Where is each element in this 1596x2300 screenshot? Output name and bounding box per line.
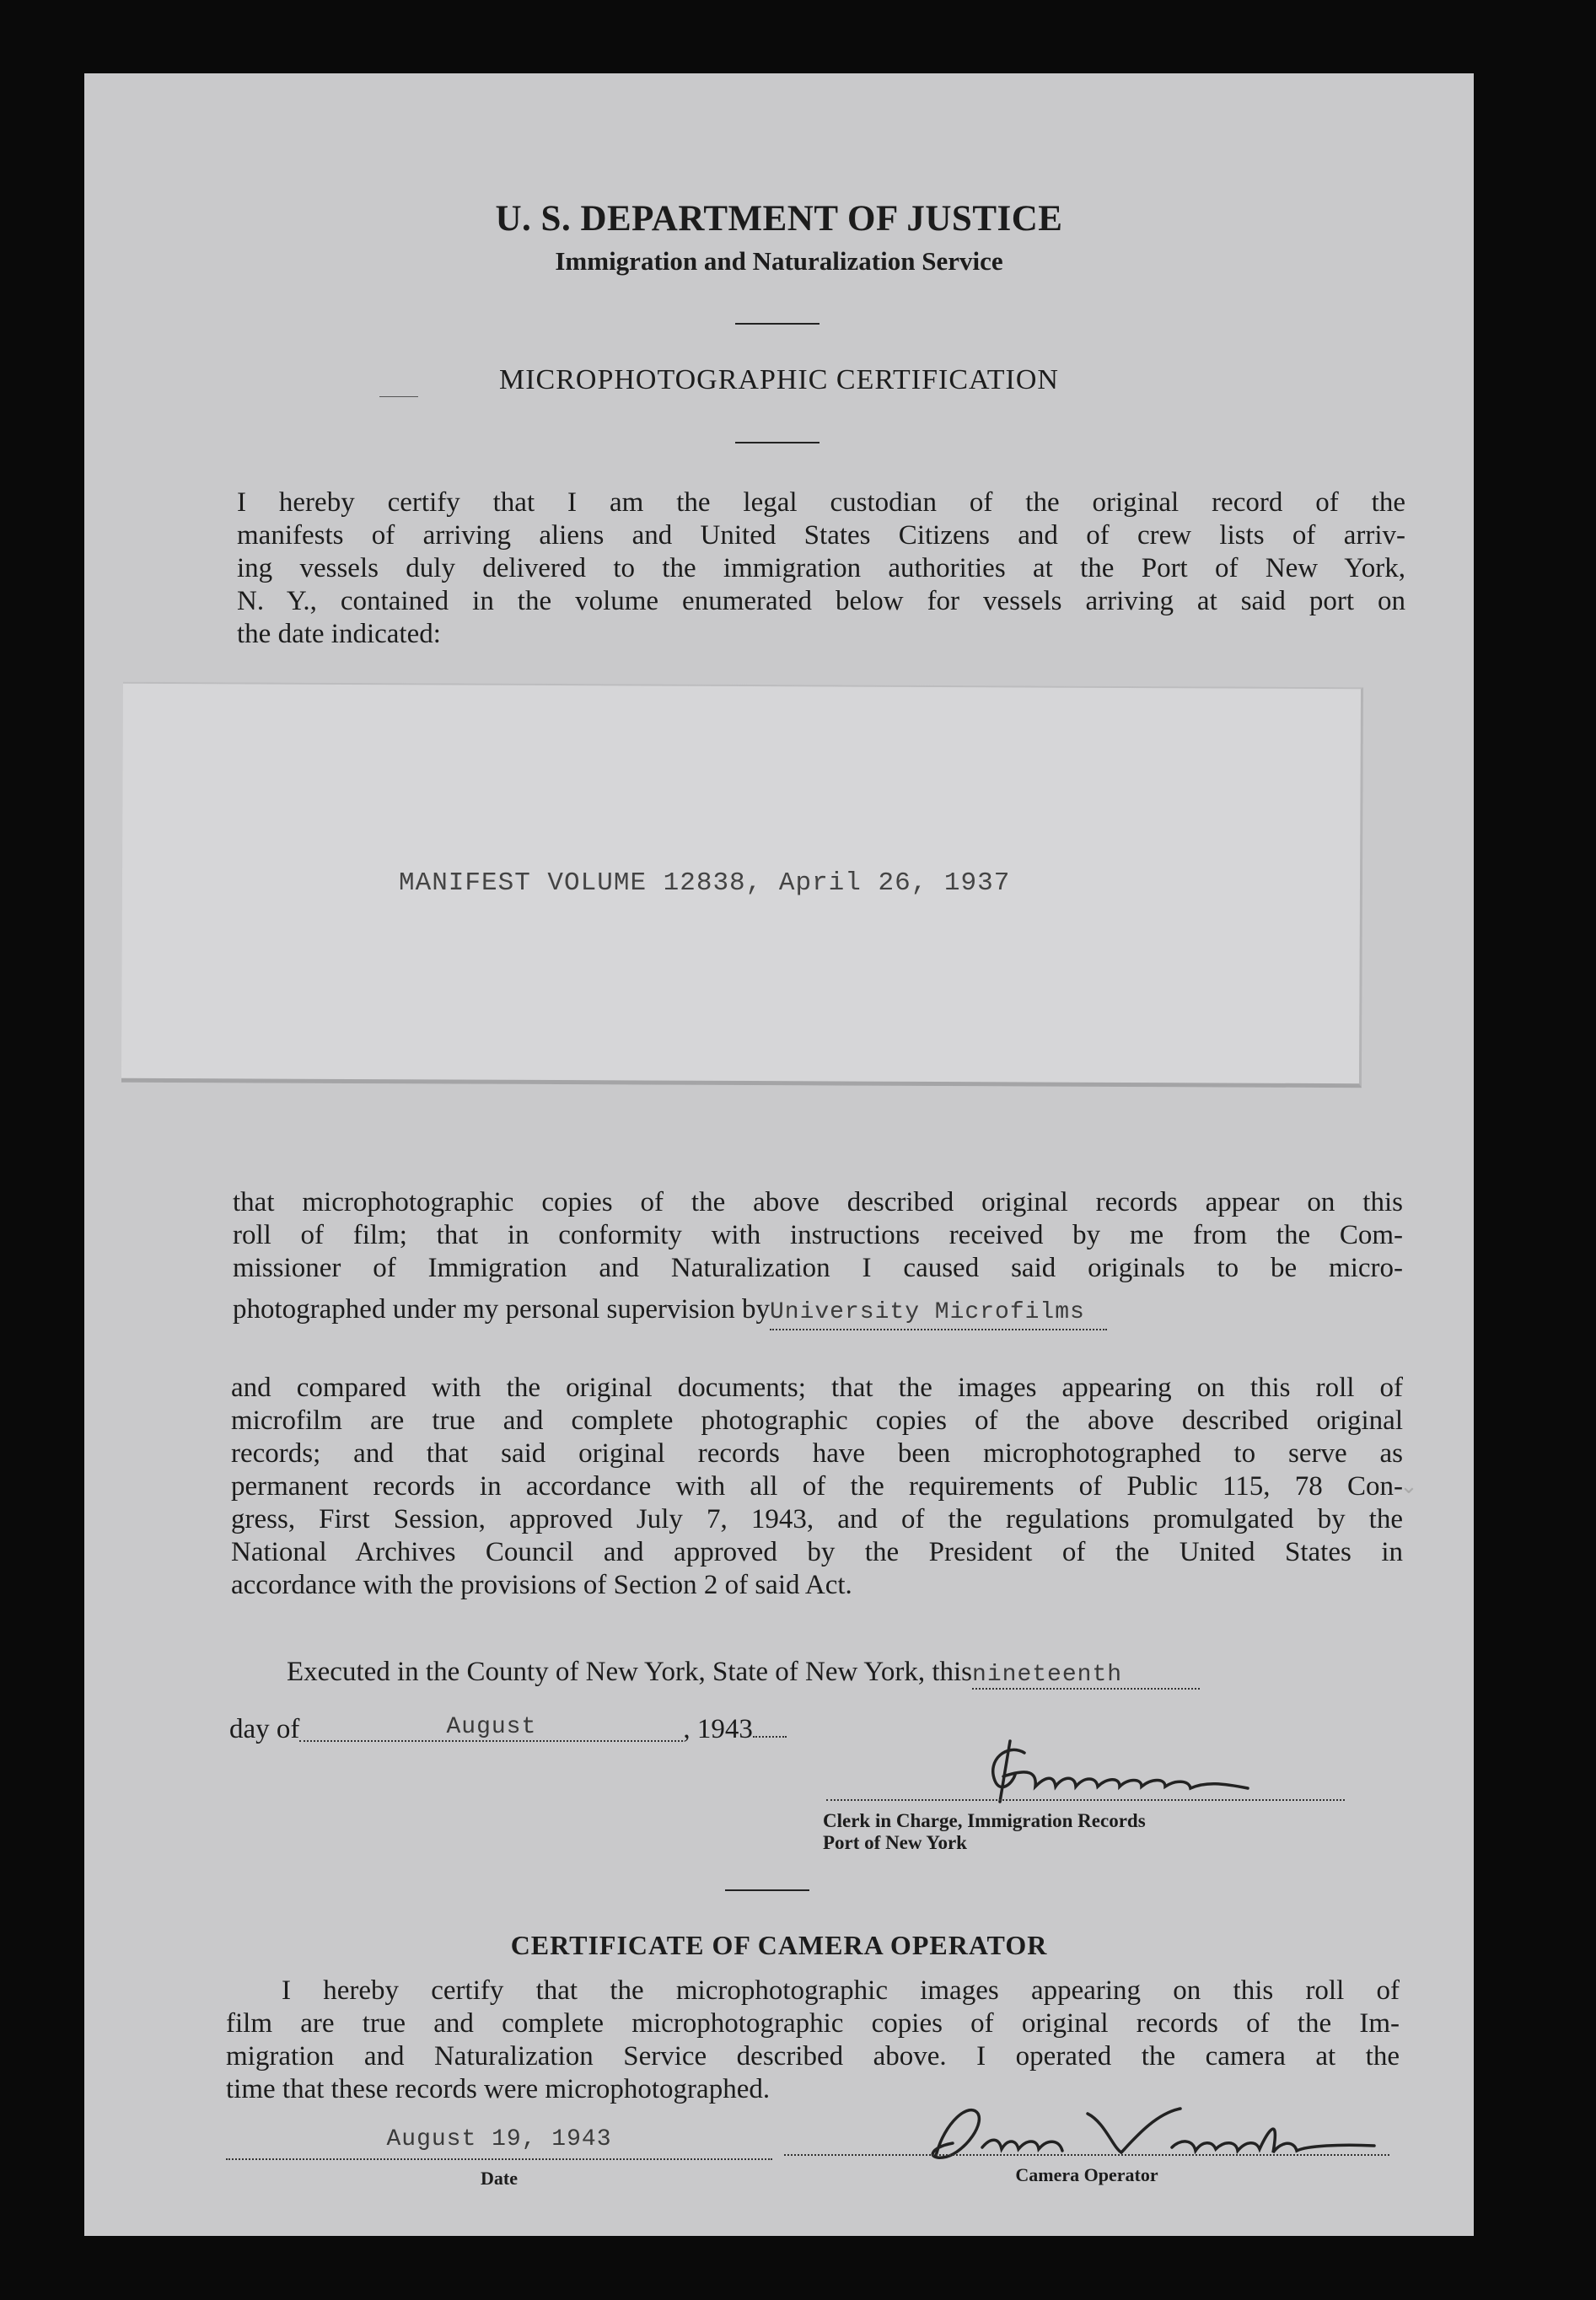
camera-operator-caption: Camera Operator <box>1015 2164 1158 2185</box>
service-subheading: Immigration and Naturalization Service <box>555 246 1003 276</box>
date-value: August 19, 1943 <box>386 2126 612 2152</box>
year-dots <box>753 1736 787 1738</box>
divider <box>725 1889 809 1891</box>
clerk-title-line: Port of New York <box>823 1832 967 1853</box>
certificate-sheet <box>84 73 1474 2236</box>
day-value: nineteenth <box>972 1662 1123 1688</box>
paragraph-line: time that these records were microphotographed. <box>226 2074 771 2104</box>
camera-operator-heading: CERTIFICATE OF CAMERA OPERATOR <box>510 1930 1048 1960</box>
day-of-label: day of <box>229 1714 300 1744</box>
supervision-prefix: photographed under my personal supervision by <box>233 1294 770 1325</box>
month-line <box>229 1714 787 1747</box>
paragraph-line: records; and that said original records have been microphotographed to serve as <box>231 1438 1403 1469</box>
executed-prefix: Executed in the County of New York, State of New York, this <box>287 1657 973 1687</box>
executed-line <box>287 1657 1200 1690</box>
paragraph-line: microfilm are true and complete photographic copies of the above described original <box>231 1405 1403 1436</box>
department-heading: U. S. DEPARTMENT OF JUSTICE <box>495 199 1063 239</box>
clerk-title-line: Clerk in Charge, Immigration Records <box>823 1810 1146 1831</box>
month-field <box>299 1709 683 1742</box>
divider <box>735 323 819 325</box>
paragraph-line: ing vessels duly delivered to the immigration authorities at the Port of New York, <box>237 553 1405 583</box>
paragraph-line: roll of film; that in conformity with instructions received by me from the Com- <box>233 1220 1403 1250</box>
paragraph-line: I hereby certify that the microphotographic images appearing on this roll of <box>282 1975 1400 2006</box>
custodian-paragraph <box>237 486 1405 651</box>
supervision-value: University Microfilms <box>769 1299 1085 1325</box>
paragraph-line: and compared with the original documents; that the images appearing on this roll of <box>231 1373 1403 1403</box>
camera-operator-signature-line <box>784 2154 1389 2156</box>
day-field <box>972 1657 1200 1690</box>
date-signature-line <box>226 2158 772 2160</box>
supervision-field <box>770 1293 1107 1330</box>
paragraph-line: film are true and complete microphotographic copies of original records of the Im- <box>226 2008 1400 2039</box>
paragraph-line: permanent records in accordance with all of the requirements of Public 115, 78 Con- <box>231 1471 1403 1502</box>
date-caption: Date <box>481 2168 518 2189</box>
camera-operator-signature <box>835 2097 1391 2173</box>
paragraph-line: accordance with the provisions of Section 2 of said Act. <box>231 1570 852 1600</box>
paragraph-line: I hereby certify that I am the legal custodian of the original record of the <box>237 487 1405 518</box>
microphotographic-paragraph-continued <box>231 1372 1403 1602</box>
divider <box>735 442 819 443</box>
certification-title: MICROPHOTOGRAPHIC CERTIFICATION <box>498 364 1059 395</box>
volume-label-text: MANIFEST VOLUME 12838, April 26, 1937 <box>399 868 1011 898</box>
margin-tick-mark: ⌄ <box>1400 1474 1418 1499</box>
paragraph-line: National Archives Council and approved by the President of the United States in <box>231 1537 1403 1567</box>
paragraph-line: migration and Naturalization Service described above. I operated the camera at the <box>226 2041 1400 2072</box>
margin-mark <box>379 396 418 397</box>
paragraph-line: gress, First Session, approved July 7, 1943, and of the regulations promulgated by the <box>231 1504 1403 1534</box>
paragraph-line: that microphotographic copies of the above described original records appear on this <box>233 1187 1403 1217</box>
paragraph-line: manifests of arriving aliens and United States Citizens and of crew lists of arriv- <box>237 520 1405 551</box>
paragraph-line: missioner of Immigration and Naturalization I caused said originals to be micro- <box>233 1253 1403 1283</box>
supervision-line <box>233 1293 1403 1330</box>
month-value: August <box>446 1714 537 1740</box>
paragraph-line: the date indicated: <box>237 619 441 649</box>
paragraph-line: N. Y., contained in the volume enumerated below for vessels arriving at said port on <box>237 586 1405 616</box>
microphotographic-paragraph <box>233 1186 1403 1330</box>
year-text: , 1943 <box>683 1714 753 1744</box>
clerk-signature-line <box>826 1799 1345 1801</box>
clerk-title <box>823 1810 1146 1854</box>
camera-operator-paragraph <box>226 1975 1400 2106</box>
